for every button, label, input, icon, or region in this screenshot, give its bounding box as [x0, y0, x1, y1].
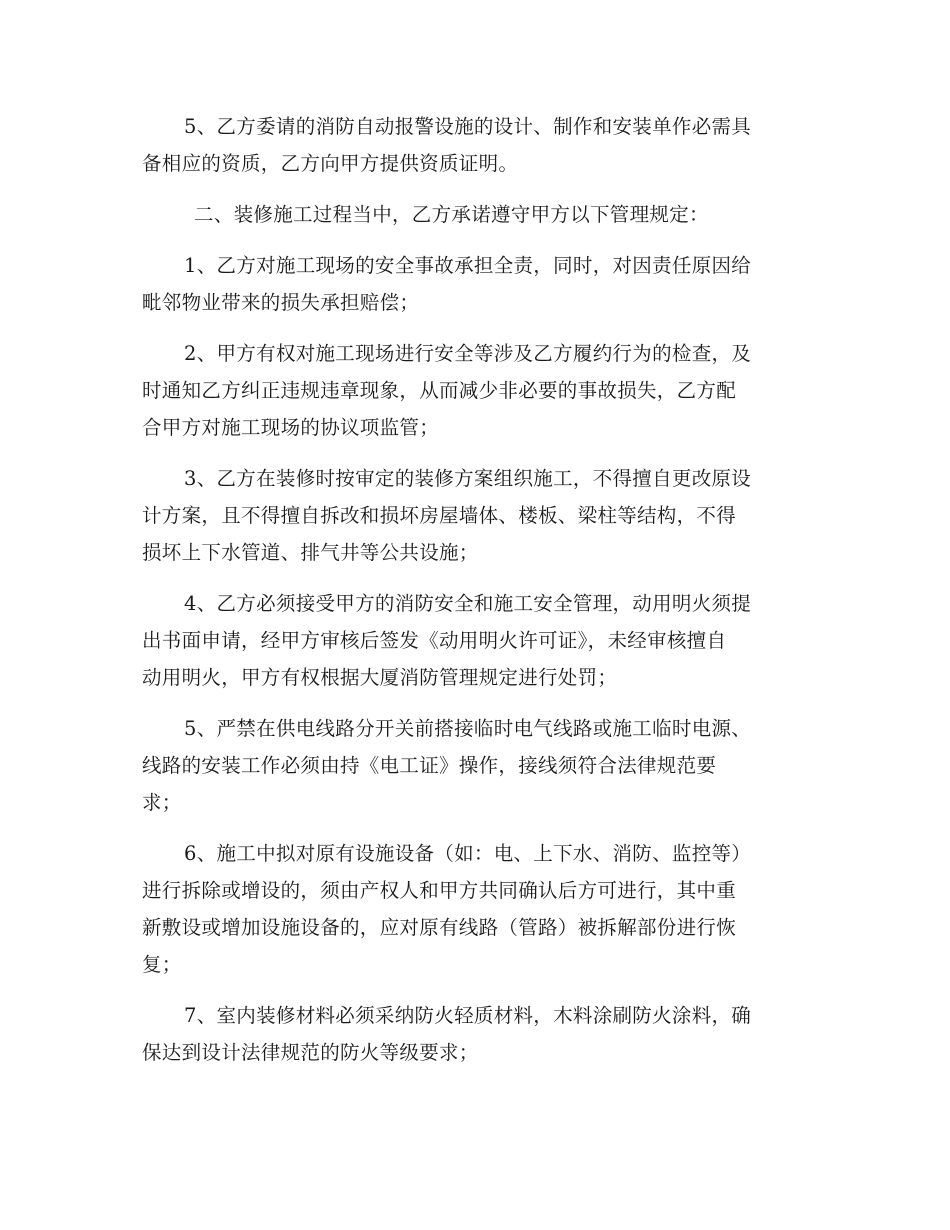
clause-4-fire-safety	[142, 585, 812, 696]
text-line: 合甲方对施工现场的协议项监管；	[142, 416, 440, 439]
section-heading-2	[142, 196, 812, 233]
text-line: 保达到设计法律规范的防火等级要求；	[142, 1041, 479, 1064]
text-line: 2、甲方有权对施工现场进行安全等涉及乙方履约行为的检查，及	[184, 342, 752, 365]
clause-5-qualification	[142, 108, 812, 182]
clause-6-facility-changes	[142, 835, 812, 983]
text-line: 出书面申请，经甲方审核后签发《动用明火许可证》，未经审核擅自	[142, 629, 727, 652]
clause-3-construction-plan	[142, 460, 812, 571]
text-line: 时通知乙方纠正违规违章现象，从而减少非必要的事故损失，乙方配	[142, 379, 737, 402]
text-line: 备相应的资质，乙方向甲方提供资质证明。	[142, 152, 519, 175]
text-line: 新敷设或增加设施设备的，应对原有线路（管路）被拆解部份进行恢	[142, 916, 737, 939]
text-line: 7、室内装修材料必须采纳防火轻质材料，木料涂刷防火涂料，确	[184, 1004, 752, 1027]
document-body	[142, 108, 812, 1085]
text-line: 进行拆除或增设的，须由产权人和甲方共同确认后方可进行，其中重	[142, 879, 737, 902]
text-line: 4、乙方必须接受甲方的消防安全和施工安全管理，动用明火须提	[184, 592, 752, 615]
text-line: 5、乙方委请的消防自动报警设施的设计、制作和安装单作必需具	[184, 115, 752, 138]
text-line: 线路的安装工作必须由持《电工证》操作，接线须符合法律规范要	[142, 754, 717, 777]
text-line: 毗邻物业带来的损失承担赔偿；	[142, 291, 420, 314]
clause-2-inspection	[142, 335, 812, 446]
text-line: 复；	[142, 953, 182, 976]
text-line: 求；	[142, 791, 182, 814]
text-line: 6、施工中拟对原有设施设备（如：电、上下水、消防、监控等）	[184, 842, 752, 865]
text-line: 动用明火，甲方有权根据大厦消防管理规定进行处罚；	[142, 666, 618, 689]
text-line: 损坏上下水管道、排气井等公共设施；	[142, 541, 479, 564]
clause-1-safety-liability	[142, 247, 812, 321]
text-line: 1、乙方对施工现场的安全事故承担全责，同时，对因责任原因给	[184, 254, 752, 277]
clause-5-electrical	[142, 710, 812, 821]
text-line: 3、乙方在装修时按审定的装修方案组织施工，不得擅自更改原设	[184, 467, 752, 490]
text-line: 计方案，且不得擅自拆改和损坏房屋墙体、楼板、梁柱等结构，不得	[142, 504, 737, 527]
clause-7-materials	[142, 997, 812, 1071]
section-heading-text: 二、装修施工过程当中，乙方承诺遵守甲方以下管理规定：	[194, 203, 709, 226]
text-line: 5、严禁在供电线路分开关前搭接临时电气线路或施工临时电源、	[184, 717, 752, 740]
